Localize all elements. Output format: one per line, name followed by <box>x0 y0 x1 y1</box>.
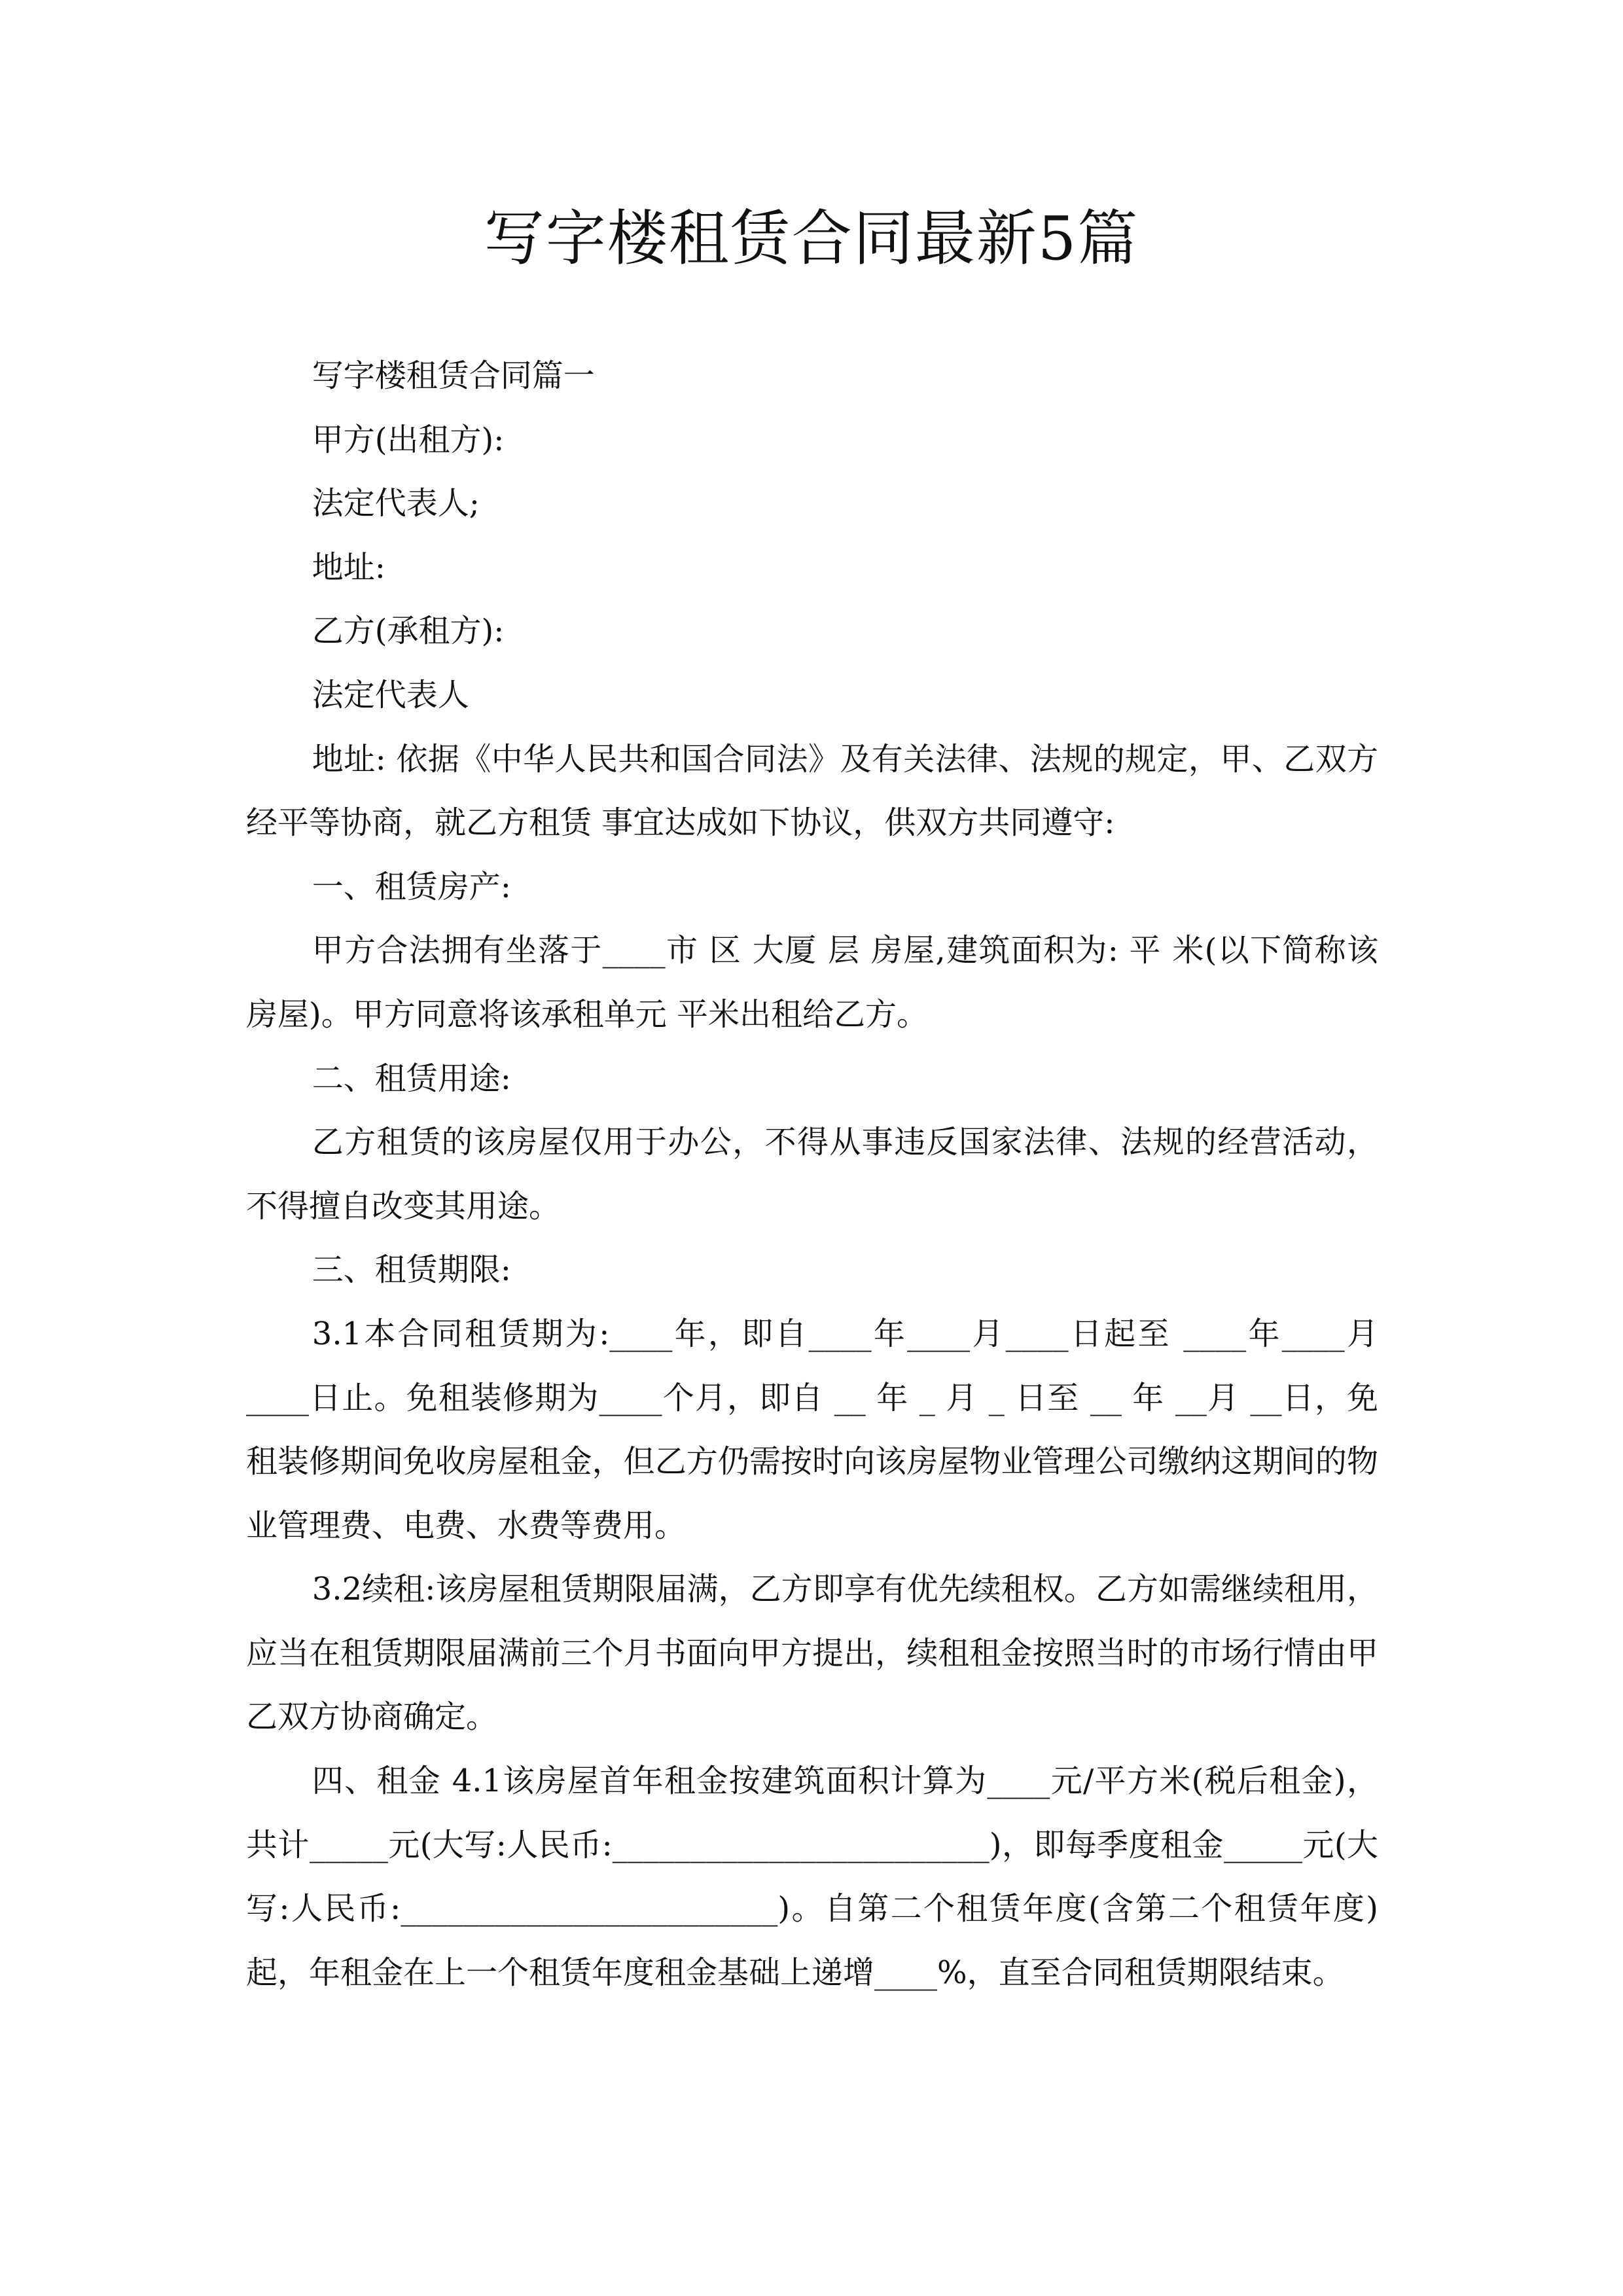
preamble-paragraph: 地址: 依据《中华人民共和国合同法》及有关法律、法规的规定，甲、乙双方经平等协商，就乙方租赁 事宜达成如下协议，供双方共同遵守: <box>246 740 1378 842</box>
address-a: 地址: <box>312 548 385 586</box>
party-a-label: 甲方(出租方): <box>312 421 505 458</box>
clause-3-2-paragraph: 3.2续租:该房屋租赁期限届满，乙方即享有优先续租权。乙方如需继续租用，应当在租赁期限届满前三个月书面向甲方提出，续租租金按照当时的市场行情由甲乙双方协商确定。 <box>246 1571 1378 1736</box>
legal-representative-b: 法定代表人 <box>312 676 469 713</box>
party-b-label: 乙方(承租方): <box>312 613 505 650</box>
clause-4-paragraph: 四、租金 4.1该房屋首年租金按建筑面积计算为____元/平方米(税后租金)，共计_____元(大写:人民币:________________________)，即每季度租金_____元(大写:人民币:________________________)。自第二个租赁年度(含第二个租赁年度)起，年租金在上一个租赁年度租金基础上递增____%，直至合同租赁期限结束。 <box>246 1763 1378 1991</box>
legal-representative-a: 法定代表人; <box>312 485 480 522</box>
section-heading: 写字楼租赁合同篇一 <box>312 357 595 394</box>
clause-heading-2: 二、租赁用途: <box>312 1060 511 1097</box>
clause-2-paragraph: 乙方租赁的该房屋仅用于办公，不得从事违反国家法律、法规的经营活动，不得擅自改变其用途。 <box>246 1124 1378 1225</box>
clause-heading-3: 三、租赁期限: <box>312 1251 511 1289</box>
clause-heading-1: 一、租赁房产: <box>312 868 511 905</box>
clause-3-1-paragraph: 3.1本合同租赁期为:____年，即自____年____月____日起至 ____年____月____日止。免租装修期为____个月，即自 __ 年 _ 月 _ 日至 __ 年 __月 __日，免租装修期间免收房屋租金，但乙方仍需按时向该房屋物业管理公司缴纳这期间的物业管理费、电费、水费等费用。 <box>246 1315 1378 1544</box>
document-title: 写字楼租赁合同最新5篇 <box>484 204 1139 274</box>
document-body <box>246 344 1378 2005</box>
clause-1-paragraph: 甲方合法拥有坐落于____市 区 大厦 层 房屋,建筑面积为: 平 米(以下简称该房屋)。甲方同意将该承租单元 平米出租给乙方。 <box>246 932 1378 1033</box>
